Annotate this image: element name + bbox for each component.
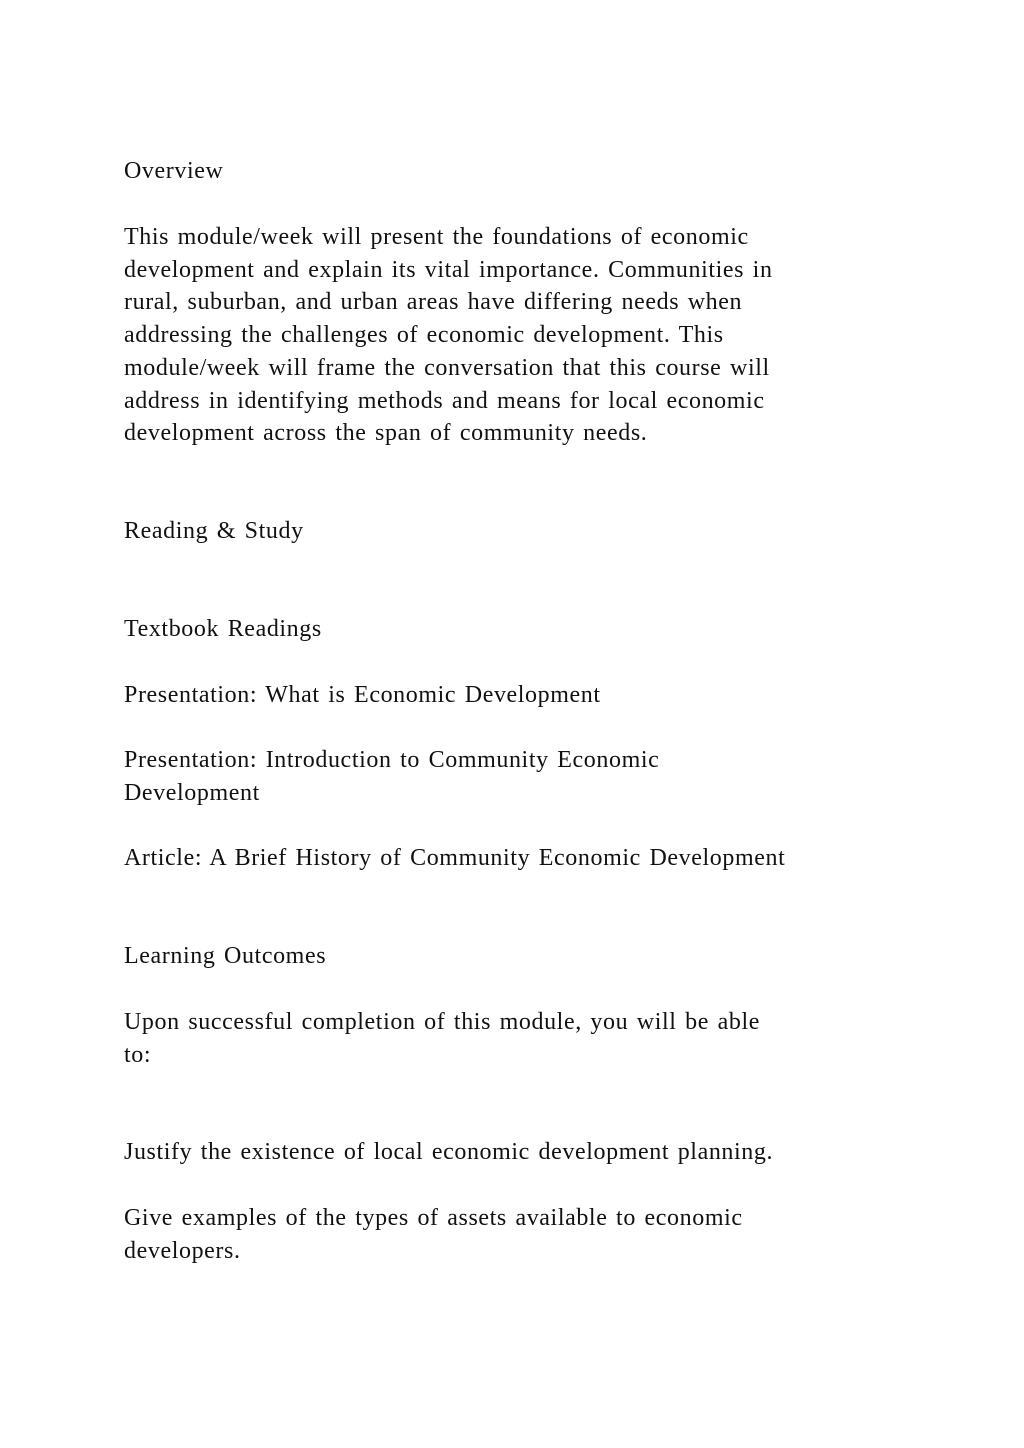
learning-outcomes-intro bbox=[124, 1006, 914, 1071]
learning-outcome-item bbox=[124, 1202, 914, 1267]
presentation-line: Development bbox=[124, 779, 260, 806]
overview-line: address in identifying methods and means for local economic bbox=[124, 387, 765, 414]
overview-line: This module/week will present the foundations of economic bbox=[124, 224, 749, 250]
reading-study-heading: Reading & Study bbox=[124, 518, 304, 544]
intro-line: Upon successful completion of this module, you will be able bbox=[124, 1009, 760, 1035]
overview-line: module/week will frame the conversation that this course will bbox=[124, 354, 770, 381]
presentation-item bbox=[124, 744, 914, 809]
learning-outcomes-heading: Learning Outcomes bbox=[124, 943, 327, 969]
intro-line: to: bbox=[124, 1041, 152, 1068]
overview-line: development across the span of community needs. bbox=[124, 420, 648, 447]
outcome-line: developers. bbox=[124, 1237, 241, 1264]
outcome-line: Give examples of the types of assets available to economic bbox=[124, 1205, 743, 1231]
overview-line: addressing the challenges of economic development. This bbox=[124, 322, 724, 349]
overview-line: development and explain its vital importance. Communities in bbox=[124, 256, 773, 283]
presentation-item: Presentation: What is Economic Development bbox=[124, 682, 601, 708]
overview-paragraph bbox=[124, 221, 914, 450]
overview-heading: Overview bbox=[124, 158, 224, 184]
learning-outcome-item: Justify the existence of local economic development planning. bbox=[124, 1139, 774, 1165]
overview-line: rural, suburban, and urban areas have differing needs when bbox=[124, 289, 743, 316]
textbook-readings-heading: Textbook Readings bbox=[124, 616, 322, 642]
article-item: Article: A Brief History of Community Economic Development bbox=[124, 845, 786, 871]
presentation-line: Presentation: Introduction to Community Economic bbox=[124, 747, 660, 773]
